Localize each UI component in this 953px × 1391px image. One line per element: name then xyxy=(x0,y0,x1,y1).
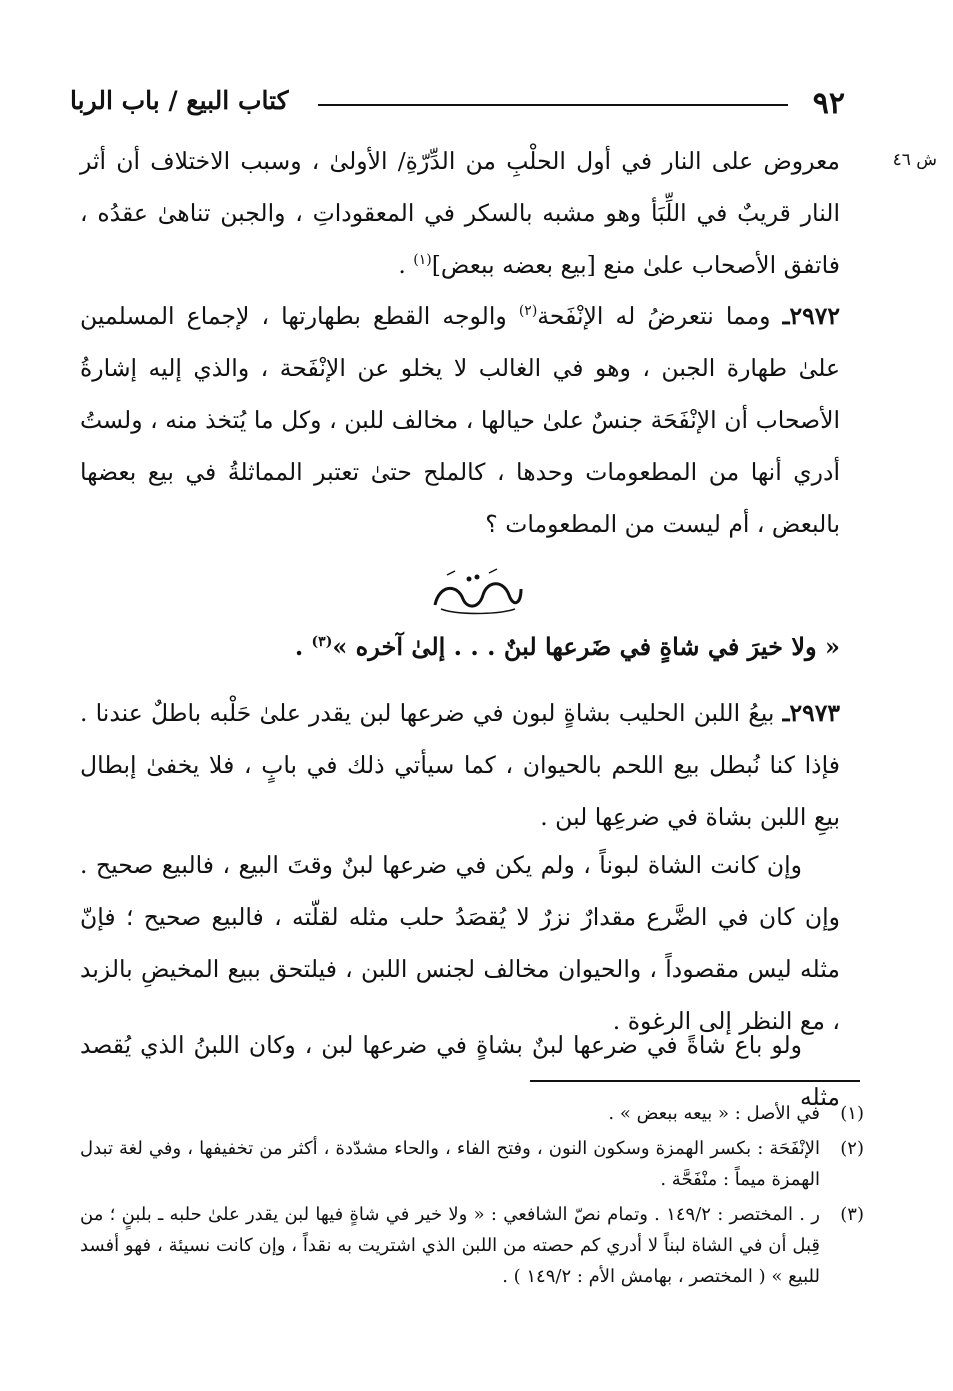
footnote-1 xyxy=(80,1098,864,1129)
footnote-ref-3: (٣) xyxy=(311,634,333,650)
footnote-text: في الأصل : « بيعه ببعض » . xyxy=(608,1103,820,1124)
paragraph-number: ٢٩٧٢ـ xyxy=(782,302,841,330)
paragraph-end: . xyxy=(398,251,414,279)
section-heading xyxy=(80,627,840,667)
footnote-number: (٢) xyxy=(840,1138,864,1159)
footnote-3 xyxy=(80,1199,864,1292)
paragraph-goat-milk xyxy=(80,839,840,1047)
paragraph-text: معروض على النار في أول الحلْبِ من الدِّرّةِ/ الأولىٰ ، وسبب الاختلاف أن أثر النار قريبٌ في اللِّبَأ وهو مشبه بالسكر في المعقوداتِ ، والجبن تناهىٰ عقدُه ، فاتفق الأصحاب علىٰ منع [بيع بعضه ببعض] xyxy=(80,147,840,279)
paragraph-text-cont: والوجه القطع بطهارتها ، لإجماع المسلمين علىٰ طهارة الجبن ، وهو في الغالب لا يخلو عن الإنْفَحة ، والذي إليه إشارةُ الأصحاب أن الإنْفَحَة جنسٌ علىٰ حيالها ، مخالف للبن ، وكل ما يُتخذ منه ، ولستُ أدري أنها من المطعومات وحدها ، كالملح حتىٰ تعتبر المماثلةُ في بيع بعضها بالبعض ، أم ليست من المطعومات ؟ xyxy=(80,302,840,538)
margin-note: ش ٤٦ xyxy=(892,150,937,170)
paragraph-text: بيعُ اللبن الحليب بشاةٍ لبون في ضرعها لبن يقدر علىٰ حَلْبه باطلٌ عندنا . فإذا كنا نُبطل بيع اللحم بالحيوان ، كما سيأتي ذلك في بابٍ ، فلا يخفىٰ إبطال بيعِ اللبن بشاة في ضرعِها لبن . xyxy=(80,699,840,831)
paragraph-number: ٢٩٧٣ـ xyxy=(782,699,840,727)
footnote-separator xyxy=(530,1080,860,1082)
heading-end: . xyxy=(294,632,312,661)
footnote-text: ر . المختصر : ١٤٩/٢ . وتمام نصّ الشافعي : « ولا خير في شاةٍ فيها لبن يقدر علىٰ حلبه ـ بلبنٍ ؛ من قِبل أن في الشاة لبناً لا أدري كم حصته من اللبن الذي اشتريت به نقداً ، وإن كانت نسيئة ، فهو أفسد للبيع » ( المختصر ، بهامش الأم : ١٤٩/٢ ) . xyxy=(80,1204,820,1287)
paragraph-text: ولو باع شاةً في ضرعها لبنٌ بشاةٍ في ضرعها لبن ، وكان اللبنُ الذي يُقصد مثله xyxy=(80,1031,840,1111)
footnote-number: (٣) xyxy=(840,1204,864,1225)
footnote-ref-1: (١) xyxy=(413,252,432,269)
paragraph-2973 xyxy=(80,687,840,843)
footnote-ref-2: (٢) xyxy=(518,303,538,320)
footnote-2 xyxy=(80,1133,864,1195)
heading-text: « ولا خيرَ في شاةٍ في ضَرعها لبنٌ . . . إلىٰ آخره » xyxy=(332,632,840,661)
footnotes xyxy=(80,1098,864,1296)
paragraph-continued xyxy=(80,135,840,291)
fasl-calligraphy xyxy=(417,565,537,621)
footnote-number: (١) xyxy=(840,1103,864,1124)
section-ornament-title xyxy=(0,565,953,621)
running-title: كتاب البيع / باب الربا xyxy=(70,86,289,115)
paragraph-text: ومما نتعرضُ له الإنْفَحة xyxy=(537,302,783,330)
footnote-text: الإنْفَحَة : بكسر الهمزة وسكون النون ، وفتح الفاء ، والحاء مشدّدة ، أكثر من تخفيفها ، وفي لغة تبدل الهمزة ميماً : منْفَحَّة . xyxy=(80,1138,820,1190)
paragraph-2972 xyxy=(80,290,840,550)
svg-text:فَصْلٌ: فَصْلٌ xyxy=(476,601,479,602)
paragraph-text: وإن كانت الشاة لبوناً ، ولم يكن في ضرعها لبنٌ وقتَ البيع ، فالبيع صحيح . وإن كان في الضَّرع مقدارٌ نزرٌ لا يُقصَدُ حلب مثله لقلّته ، فالبيع صحيح ؛ فإنّ مثله ليس مقصوداً ، والحيوان مخالف لجنس اللبن ، فيلتحق ببيع المخيضِ بالزبد ، مع النظر إلى الرغوة . xyxy=(80,851,840,1035)
header-rule xyxy=(318,104,788,106)
page-number: ٩٢ xyxy=(812,86,845,121)
